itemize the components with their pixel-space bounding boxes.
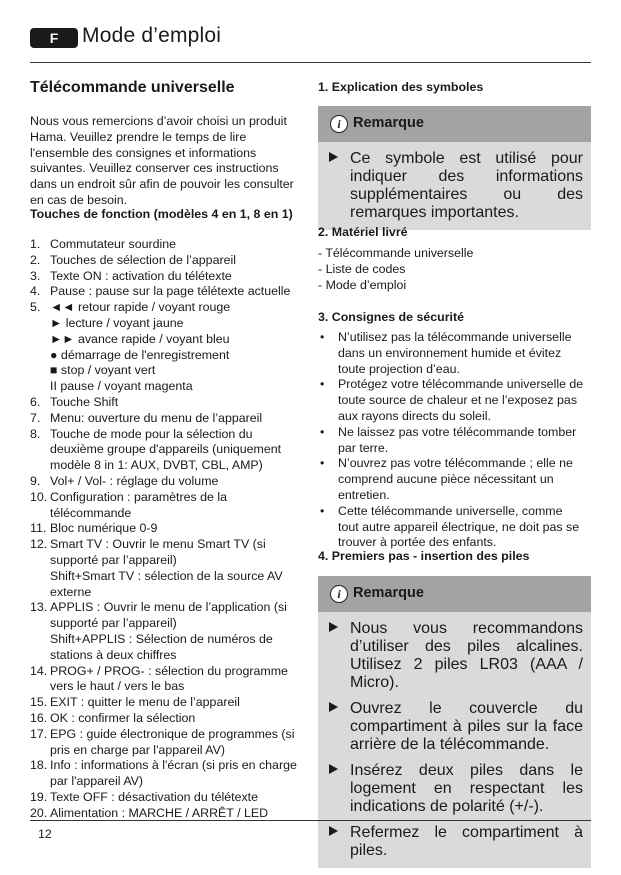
functions-list xyxy=(30,237,306,821)
function-text: Texte ON : activation du télétexte xyxy=(50,268,232,283)
safety-item: • N’utilisez pas la télécommande universelle dans un environnement humide et évitez toute projection d’eau. xyxy=(318,330,584,377)
section-1-heading: 1. Explication des symboles xyxy=(318,80,484,94)
note-item xyxy=(318,620,583,692)
contents-list xyxy=(318,246,592,293)
function-number: 2. xyxy=(30,252,41,267)
function-text: APPLIS : Ouvrir le menu de l’application (si supporté par l’appareil) xyxy=(50,600,287,631)
function-number: 3. xyxy=(30,268,41,283)
function-number: 14. xyxy=(30,663,48,678)
safety-list xyxy=(318,330,584,551)
function-number: 10. xyxy=(30,489,48,504)
function-item xyxy=(30,521,306,537)
function-number: 9. xyxy=(30,473,41,488)
arrow-bullet-icon xyxy=(329,622,338,632)
header-title: Mode d’emploi xyxy=(82,24,222,47)
function-number: 1. xyxy=(30,237,41,251)
function-item xyxy=(30,395,306,411)
function-text: EXIT : quitter le menu de l’appareil xyxy=(50,695,240,710)
function-item xyxy=(30,695,306,711)
function-item xyxy=(30,427,306,474)
function-text: Texte OFF : désactivation du télétexte xyxy=(50,789,258,804)
function-number: 8. xyxy=(30,426,41,441)
function-item xyxy=(30,237,306,253)
section-4-heading: 4. Premiers pas - insertion des piles xyxy=(318,549,530,563)
function-text: Configuration : paramètres de la télécommande xyxy=(50,489,228,520)
function-number: 12. xyxy=(30,537,48,552)
footer-rule xyxy=(30,820,591,821)
function-text: Commutateur sourdine xyxy=(50,237,177,251)
arrow-bullet-icon xyxy=(329,826,338,836)
function-item xyxy=(30,253,306,269)
function-item xyxy=(30,284,306,300)
page-header xyxy=(30,26,590,56)
function-item xyxy=(30,600,306,663)
arrow-bullet-icon xyxy=(329,152,338,162)
function-text: Vol+ / Vol- : réglage du volume xyxy=(50,473,219,488)
function-text: Touches de sélection de l’appareil xyxy=(50,252,236,267)
function-text: PROG+ / PROG- : sélection du programme vers le haut / vers le bas xyxy=(50,663,288,694)
function-number: 13. xyxy=(30,600,48,615)
function-item xyxy=(30,790,306,806)
note-header xyxy=(318,106,591,142)
note-item xyxy=(318,824,583,860)
safety-item: • Protégez votre télécommande universelle de toute source de chaleur et ne l’exposez pas aux rayons directs du soleil. xyxy=(318,377,584,424)
section-3-heading: 3. Consignes de sécurité xyxy=(318,310,464,324)
contents-item: - Télécommande universelle xyxy=(318,246,474,260)
function-text: Info : informations à l'écran (si pris en charge par l'appareil AV) xyxy=(50,758,297,789)
function-text: ■ stop / voyant vert xyxy=(50,363,156,378)
function-item xyxy=(30,758,306,790)
arrow-bullet-icon xyxy=(329,702,338,712)
function-text: II pause / voyant magenta xyxy=(50,379,193,394)
note-item xyxy=(318,150,583,222)
function-item xyxy=(30,490,306,522)
note-item-text: Refermez le compartiment à piles. xyxy=(350,824,583,859)
function-number: 19. xyxy=(30,789,48,804)
note-box-batteries xyxy=(318,576,591,868)
function-text: Touche de mode pour la sélection du deuxième groupe d'appareils (uniquement modèle 8 in 1: AUX, DVBT, CBL, AMP) xyxy=(50,426,282,473)
note-item-text: Nous vous recommandons d’utiliser des piles alcalines. Utilisez 2 piles LR03 (AAA / Micro). xyxy=(350,620,583,691)
note-item-text: Insérez deux piles dans le logement en respectant les indications de polarité (+/-). xyxy=(350,762,583,815)
function-text: Shift+Smart TV : sélection de la source AV externe xyxy=(50,568,283,599)
functions-heading: Touches de fonction (modèles 4 en 1, 8 en 1) xyxy=(30,207,293,221)
function-item xyxy=(30,474,306,490)
note-box-symbols xyxy=(318,106,591,230)
note-item xyxy=(318,700,583,754)
function-number: 20. xyxy=(30,805,48,820)
function-number: 4. xyxy=(30,284,41,299)
function-number: 15. xyxy=(30,695,48,710)
safety-item: • Cette télécommande universelle, comme tout autre appareil électrique, ne doit pas se trouver à portée des enfants. xyxy=(318,504,584,551)
intro-paragraph: Nous vous remercions d’avoir choisi un produit Hama. Veuillez prendre le temps de lire l'ensemble des consignes et informations suivantes. Veuillez conserver ces instructions dans un endroit sûr afin de pouvoir les consulter en cas de besoin. xyxy=(30,114,294,207)
safety-item: • N’ouvrez pas votre télécommande ; elle ne comprend aucune pièce nécessitant un entretien. xyxy=(318,456,584,503)
function-item xyxy=(30,537,306,600)
header-rule xyxy=(30,62,591,63)
info-icon: i xyxy=(330,115,348,133)
function-item xyxy=(30,711,306,727)
function-text: OK : confirmer la sélection xyxy=(50,710,196,725)
section-2-heading: 2. Matériel livré xyxy=(318,225,408,239)
page-title: Télécommande universelle xyxy=(30,79,235,96)
function-item xyxy=(30,411,306,427)
function-text: EPG : guide électronique de programmes (si pris en charge par l'appareil AV) xyxy=(50,726,295,757)
note-body xyxy=(318,612,591,868)
function-text: ►► avance rapide / voyant bleu xyxy=(50,331,230,346)
function-number: 16. xyxy=(30,710,48,725)
page-number: 12 xyxy=(38,827,52,841)
function-number: 5. xyxy=(30,300,41,315)
contents-item: - Liste de codes xyxy=(318,261,406,276)
function-text: ► lecture / voyant jaune xyxy=(50,315,184,330)
function-number: 11. xyxy=(30,521,47,536)
function-item xyxy=(30,269,306,285)
note-label: Remarque xyxy=(353,585,424,601)
function-item xyxy=(30,664,306,696)
note-item xyxy=(318,762,583,816)
function-text: Alimentation : MARCHE / ARRÊT / LED xyxy=(50,805,269,820)
function-number: 7. xyxy=(30,410,41,425)
function-text: Menu: ouverture du menu de l’appareil xyxy=(50,410,263,425)
function-text: Touche Shift xyxy=(50,394,119,409)
function-text: Pause : pause sur la page télétexte actuelle xyxy=(50,284,291,299)
function-item xyxy=(30,300,306,395)
note-item-text: Ouvrez le couvercle du compartiment à piles sur la face arrière de la télécommande. xyxy=(350,700,583,753)
contents-item: - Mode d’emploi xyxy=(318,277,407,292)
function-text: Bloc numérique 0-9 xyxy=(50,521,158,536)
note-item-text: Ce symbole est utilisé pour indiquer des informations supplémentaires ou des remarques importantes. xyxy=(350,150,583,221)
function-number: 18. xyxy=(30,758,48,773)
safety-item: • Ne laissez pas votre télécommande tomber par terre. xyxy=(318,425,584,457)
language-badge: F xyxy=(30,28,78,48)
note-header xyxy=(318,576,591,612)
note-body xyxy=(318,142,591,230)
arrow-bullet-icon xyxy=(329,764,338,774)
function-text: Smart TV : Ouvrir le menu Smart TV (si supporté par l’appareil) xyxy=(50,537,266,567)
function-number: 17. xyxy=(30,726,48,741)
function-item xyxy=(30,727,306,759)
note-label: Remarque xyxy=(353,115,424,131)
info-icon: i xyxy=(330,585,348,603)
function-text: Shift+APPLIS : Sélection de numéros de stations à deux chiffres xyxy=(50,631,273,662)
function-text: ◄◄ retour rapide / voyant rouge xyxy=(50,300,231,315)
function-number: 6. xyxy=(30,394,41,409)
function-text: ● démarrage de l'enregistrement xyxy=(50,347,230,362)
